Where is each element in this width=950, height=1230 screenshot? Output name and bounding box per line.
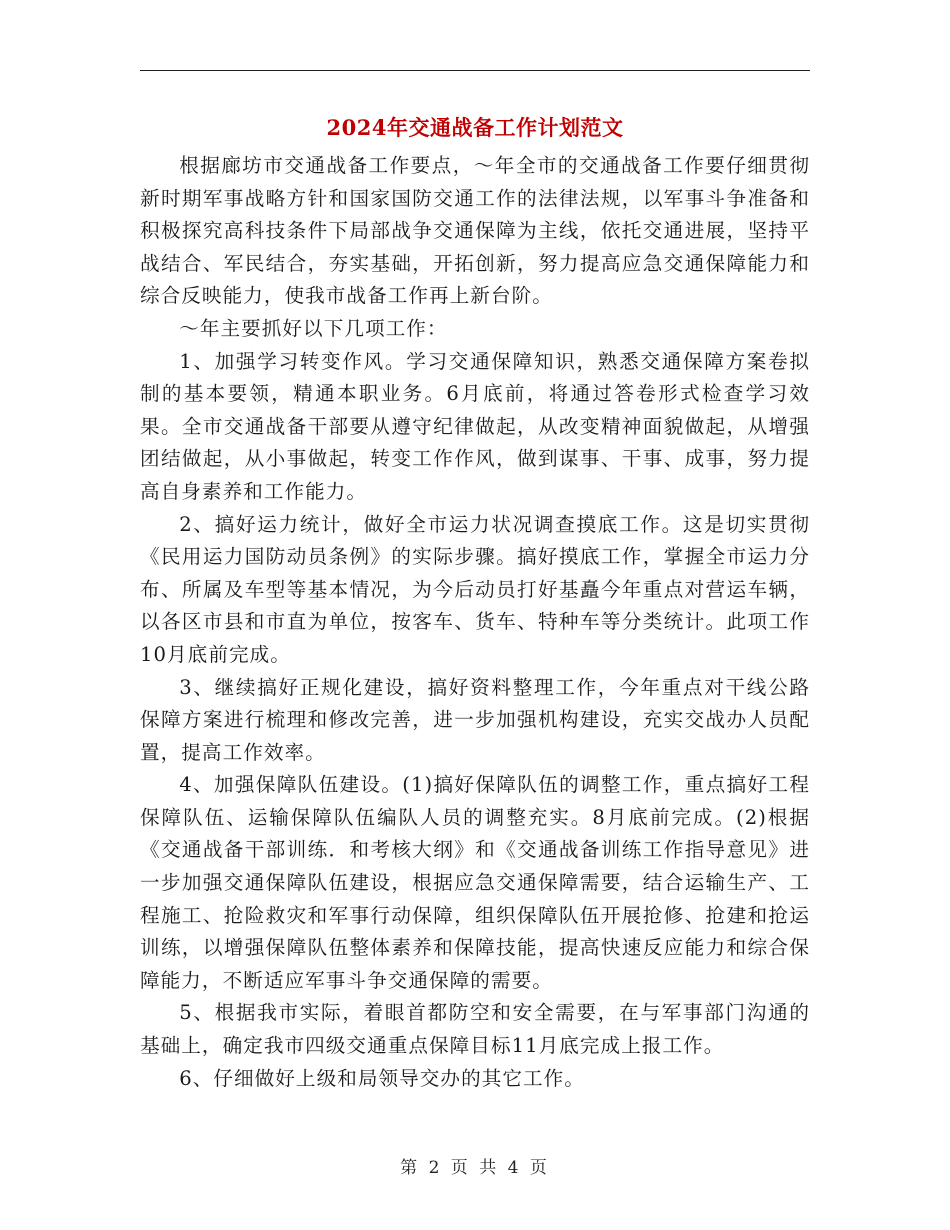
paragraph-intro: 根据廊坊市交通战备工作要点，～年全市的交通战备工作要仔细贯彻新时期军事战略方针和国家国防交通工作的法律法规，以军事斗争准备和积极探究高科技条件下局部战争交通保障为主线，依托交通进展，坚持平战结合、军民结合，夯实基础，开拓创新，努力提高应急交通保障能力和综合反映能力，使我市战备工作再上新台阶。 (140, 154, 810, 308)
paragraph-item-5: 5、根据我市实际，着眼首都防空和安全需要，在与军事部门沟通的基础上，确定我市四级交通重点保障目标11月底完成上报工作。 (140, 1001, 810, 1058)
paragraph-item-1: 1、加强学习转变作风。学习交通保障知识，熟悉交通保障方案卷拟制的基本要领，精通本职业务。6月底前，将通过答卷形式检查学习效果。全市交通战备干部要从遵守纪律做起，从改变精神面貌做起，从增强团结做起，从小事做起，转变工作作风，做到谋事、干事、成事，努力提高自身素养和工作能力。 (140, 349, 810, 503)
paragraph-item-2: 2、搞好运力统计，做好全市运力状况调查摸底工作。这是切实贯彻《民用运力国防动员条例》的实际步骤。搞好摸底工作，掌握全市运力分布、所属及车型等基本情况，为今后动员打好基矗今年重点对营运车辆，以各区市县和市直为单位，按客车、货车、特种车等分类统计。此项工作10月底前完成。 (140, 512, 810, 666)
paragraph-overview: ～年主要抓好以下几项工作： (179, 316, 448, 340)
paragraph-item-6: 6、仔细做好上级和局领导交办的其它工作。 (179, 1066, 585, 1090)
document-body (140, 150, 810, 1095)
paragraph-item-4: 4、加强保障队伍建设。(1)搞好保障队伍的调整工作，重点搞好工程保障队伍、运输保障队伍编队人员的调整充实。8月底前完成。(2)根据《交通战备干部训练．和考核大纲》和《交通战备训练工作指导意见》进一步加强交通保障队伍建设，根据应急交通保障需要，结合运输生产、工程施工、抢险救灾和军事行动保障，组织保障队伍开展抢修、抢建和抢运训练，以增强保障队伍整体素养和保障技能，提高快速反应能力和综合保障能力，不断适应军事斗争交通保障的需要。 (140, 773, 810, 992)
paragraph-item-3: 3、继续搞好正规化建设，搞好资料整理工作，今年重点对干线公路保障方案进行梳理和修改完善，进一步加强机构建设，充实交战办人员配置，提高工作效率。 (140, 675, 810, 764)
page-number-footer: 第 2 页 共 4 页 (400, 1158, 550, 1178)
document-title: 2024年交通战备工作计划范文 (326, 115, 624, 140)
header-rule (140, 70, 810, 71)
